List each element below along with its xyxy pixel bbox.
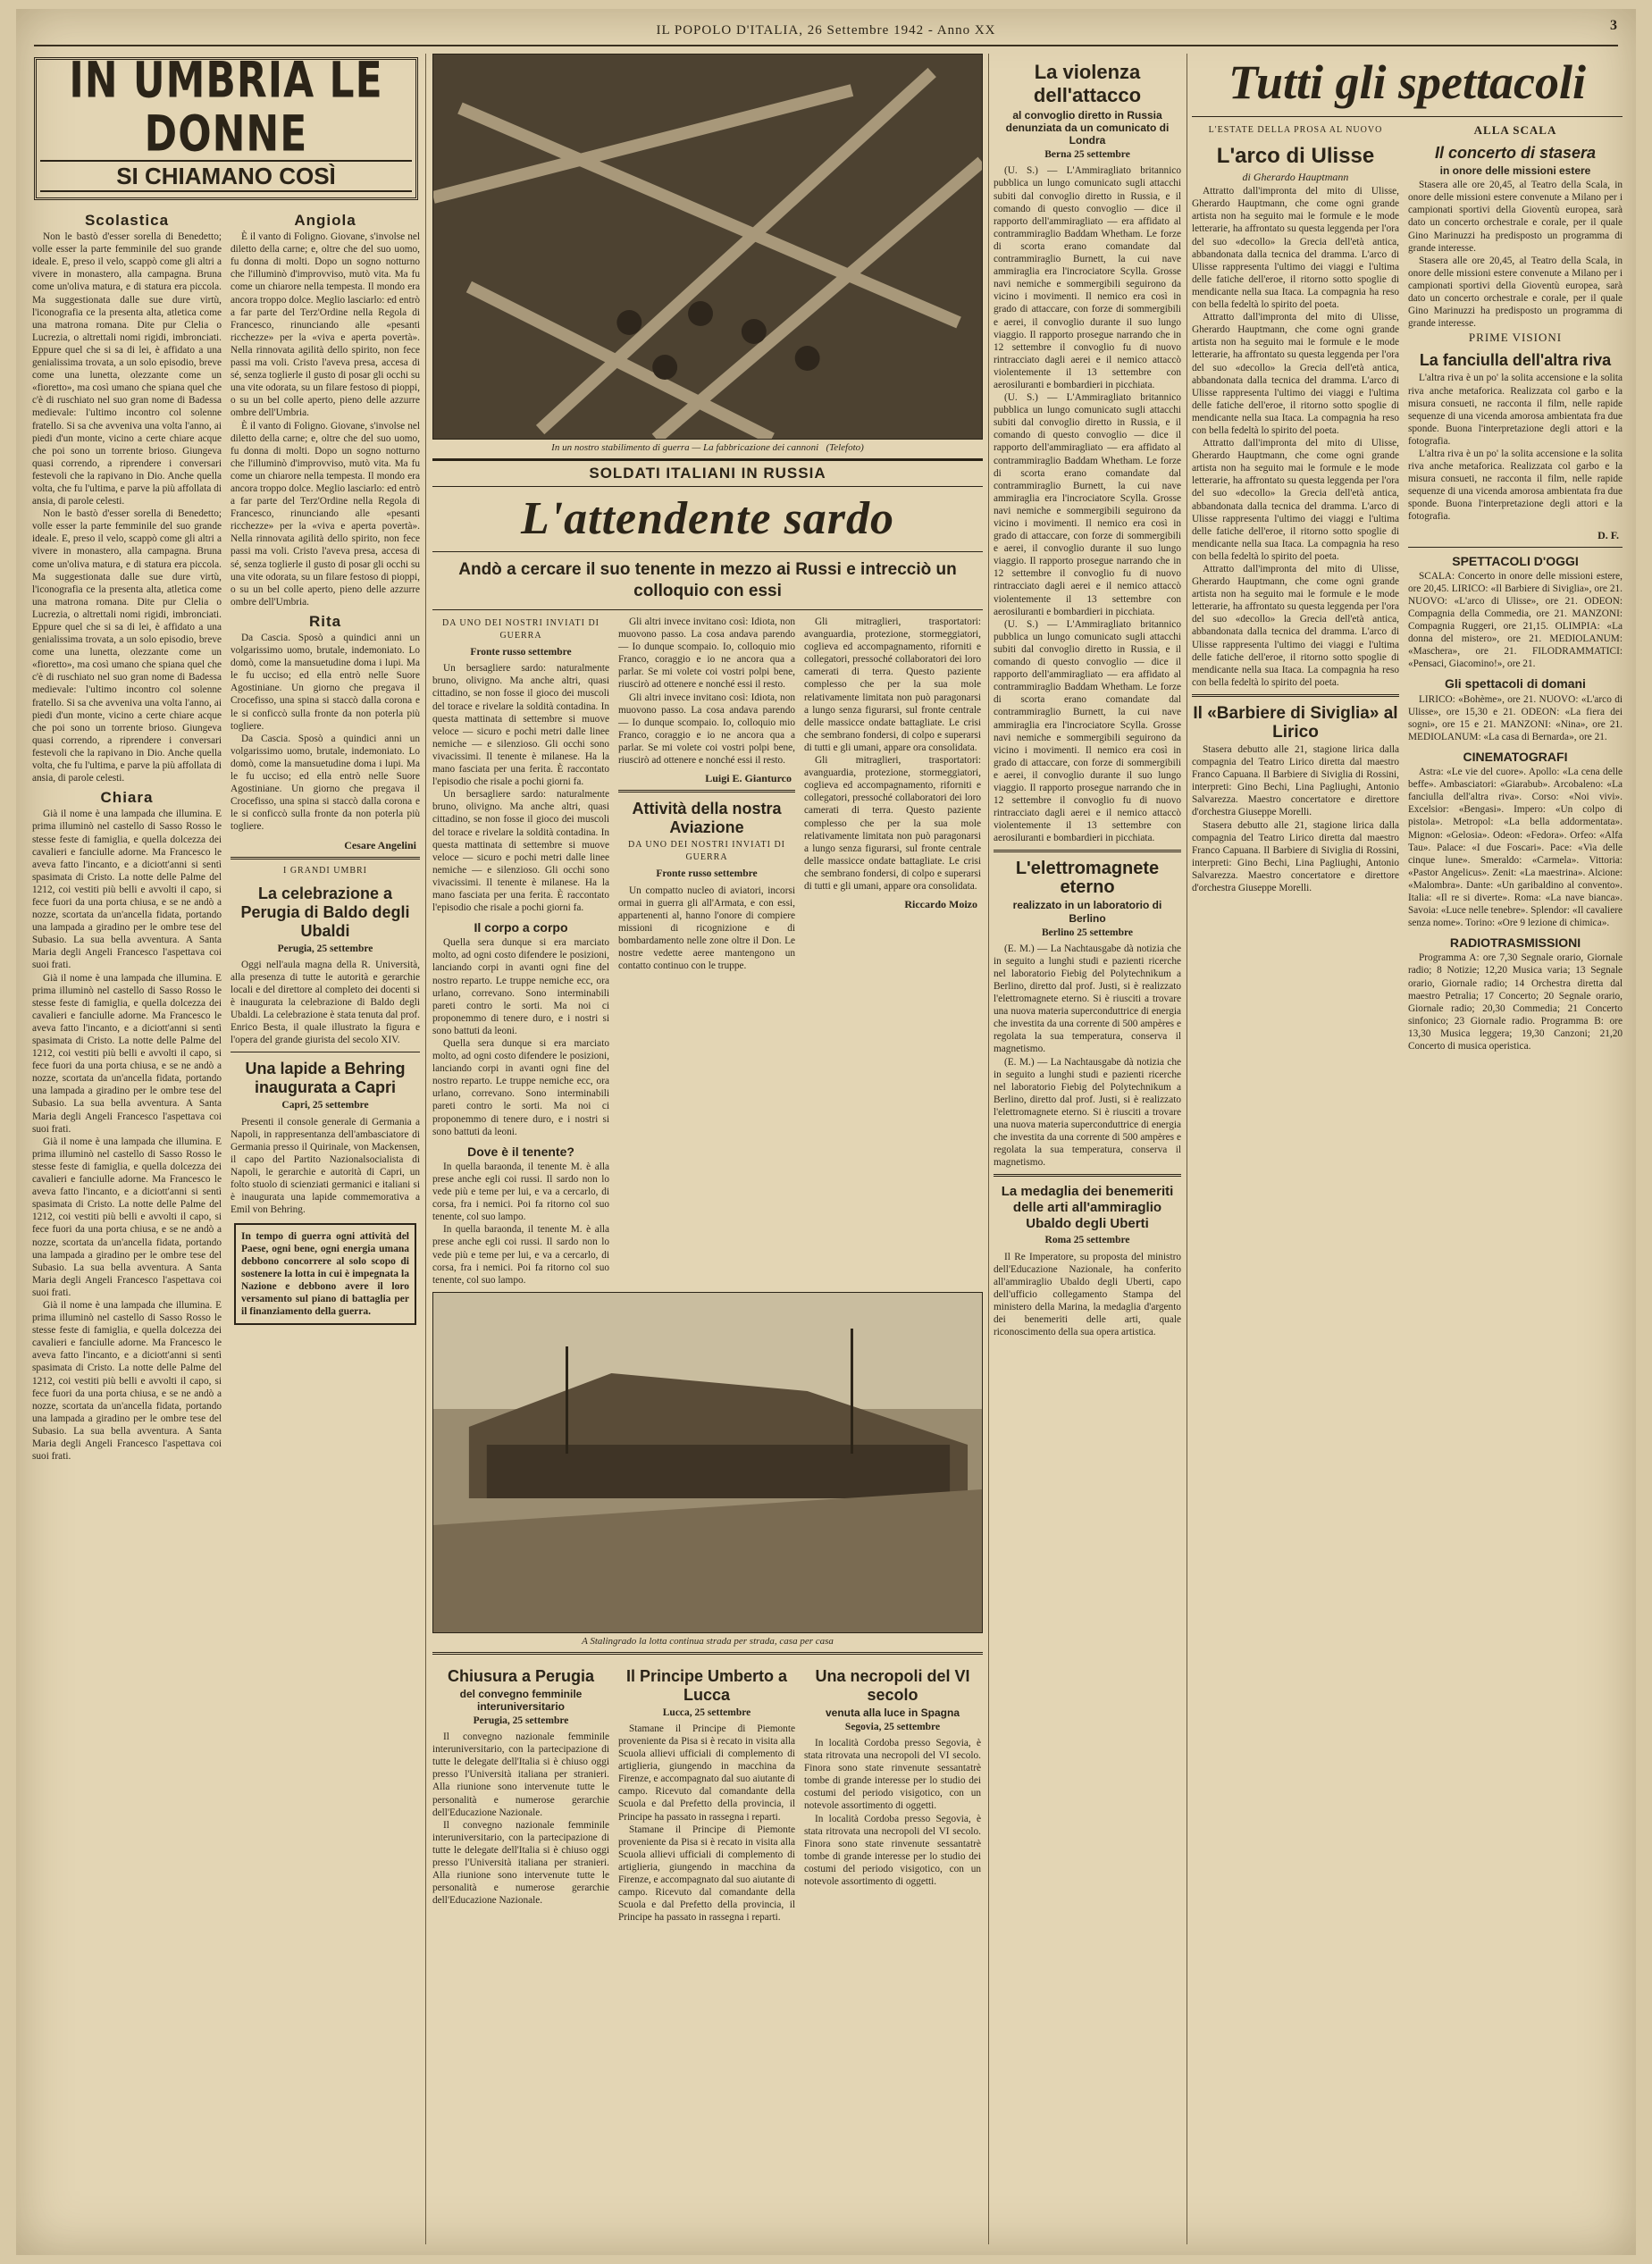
domani-text: LIRICO: «Bohème», ore 21. NUOVO: «L'arco di Ulisse», ore 15,30 e 21. ODEON: «La fiera dei sogni», ore 15 e 21. MANZONI: «Nina», ore 21. MEDIOLANUM: «La casa di Bernarda», ore 21.	[1408, 693, 1623, 742]
umbria-headline: IN UMBRIA LE DONNE	[69, 54, 383, 164]
sardo-subheadline: Andò a cercare il suo tenente in mezzo ai Russi e intrecciò un colloquio con essi	[458, 560, 957, 600]
umberto-dateline: Lucca, 25 settembre	[662, 1706, 751, 1718]
elettro-sub: realizzato in un laboratorio di Berlino	[1012, 899, 1162, 925]
medaglia-title: La medaglia dei benemeriti delle arti all'ammiraglio Ubaldo degli Uberti	[1001, 1184, 1174, 1232]
section-rita: Rita	[308, 612, 342, 630]
scolastica-text-cont: Non le bastò d'esser sorella di Benedetto; volle esser la parte femminile del suo grande ideale. E, preso il velo, scappò come gli altri a vivere in monastero, alla campagna. Bruna come un'oliva matura, e di statura era piccola. Ma suggestionata dalle sue dure virtù, l'iconografia ce la presenta alta, atletica come una matrona romana. Dite pur Clelia o Lucrezia, o altrettali nomi rigidi, imbronciati. Eppure quel che si sa di lei, è affidato a una genialissima trovata, a un solo episodio, breve come una lunetta, olezzante come un «fioretto», ma così umano che spiana quel che c'è di ruschiato nel suo gran nome di Badessa medievale: l'ultimo incontro col solenne fratello. Si sa che avveniva una volta l'anno, ai piedi d'un monte, vicino a certe chiare acque che poi sono un torrente brioso. Giungeva quasi correndo, a riprendere i conversari festevoli che la rapivano in Dio. Anche quella volta, che fu l'ultima, e parve la più affollata di ansia, di parole celesti.	[32, 508, 222, 784]
angiola-text: È il vanto di Foligno. Giovane, s'involse nel diletto della carne; e, oltre che del suo uomo, fu donna di molti. Dopo un sogno notturno che l'illuminò d'improvviso, mutò vita. Ma fu come un chiarore nella tempesta. Il mondo era ancora troppo dolce. Meglio lasciarlo: ed entrò a far parte del Terz'Ordine nella Regola di Francesco, rinunciando alle «pesanti ricchezze» per la «viva e aperta povertà». Nella rinnovata agilità dello spirito, non fece passi ma voli. Cristo l'aveva presa, accesa di sé, senza toglierle il gusto di posar gli occhi su una vite odorata, su un filare festoso di pioppi, o su un bel colle aperto, pieno delle azzurre ombre dell'Umbria.	[231, 231, 420, 419]
rita-text: Da Cascia. Sposò a quindici anni un volgarissimo uomo, brutale, indemoniato. Lo domò, come la mansuetudine doma i lupi. Ma le fu ucciso; ed ella entrò nelle Suore Agostiniane. Un giorno che pregava il Crocefisso, una spina si staccò dalla corona e le si conficcò sulla fronte da non poterla più togliere.	[231, 633, 420, 732]
scala-label: ALLA SCALA	[1473, 123, 1557, 137]
fanciulla-textb: L'altra riva è un po' la solita accensione e la solita riva anche metaforica. Realizzata col garbo e la misura consueti, ne racconta il film, nelle rapide sequenze di una vicenda amorosa ambientata fra due sponde. Buona l'interpretazione degli attori e la fotografia.	[1408, 448, 1623, 523]
concerto-sub: in onore delle missioni estere	[1439, 164, 1591, 178]
umbria-article	[32, 54, 420, 2244]
oggi-text: SCALA: Concerto in onore delle missioni estere, ore 20,45. LIRICO: «Il Barbiere di Siviglia», ore 21. NUOVO: «L'arco di Ulisse», ore 21. ODEON: Compagnia della Commedia, ore 21. MANZONI: Compagnia Ruggeri, ore 21,15. OLIMPIA: «La donna del mistero», ore 21. MEDIOLANUM: «Maschera», ore 21. FILODRAMMATICI: «Pensaci, Giacomino!», ore 21.	[1408, 570, 1623, 670]
violenza-article	[994, 54, 1181, 2244]
perugia-text: Oggi nell'aula magna della R. Università, alla presenza di tutte le autorità e gerarchie locali e del direttore al completo dei docenti si è inaugurata la celebrazione di Baldo degli Ubaldi. La celebrazione è stata tenuta dal prof. Enrico Besta, il quale illustrato la figura e l'opera del grande giurista del secolo XIV.	[231, 959, 420, 1046]
chiara-text-cont: Già il nome è una lampada che illumina. E prima illuminò nel castello di Sasso Rosso le stesse feste di famiglia, e quella dolcezza dei cavalieri e fanciulle adorne. Ma Francesco le aveva fatto l'incanto, e a diciott'anni si sentì spasimata di Cristo. La notte delle Palme del 1212, coi vestiti più belli e avvolti il capo, si fece fuori da una porta chiusa, e se ne andò a nozze, scortata da un'ancella fidata, portando una lampada a giradino per le ombre tese del Subasio. La sua bella avventura. A Santa Maria degli Angeli Francesco l'aspettava coi suoi frati.	[32, 972, 222, 1135]
sardo-text4: Gli altri invece invitano così: Idiota, non muovono passo. La cosa andava parendo — Io dunque scompaio. Io, colloquio mio Franco, coraggio e io ne ancora qua a parlar. Se mi volete coi vostri polpi bene, riuscirò ad ottenere e nonché essi il resto.	[618, 616, 795, 691]
capri-dateline: Capri, 25 settembre	[281, 1100, 369, 1111]
section-scolastica: Scolastica	[84, 212, 170, 229]
chiusura-text: Il convegno nazionale femminile interuniversitario, con la partecipazione di tutte le delegate dell'Italia si è chiuso oggi presso l'Università italiana per stranieri. Alla riunione sono intervenute tutte le personalità e numerose gerarchie dell'Educazione Nazionale.	[432, 1732, 609, 1818]
violenza-text: (U. S.) — L'Ammiragliato britannico pubblica un lungo comunicato sugli attacchi subiti dal convoglio diretto in Russia, e il comando di questo convoglio — dice il rapporto dell'ammiragliato — era affidato al contrammiraglio Baddam Whetham. Le forze di scorta erano comandate dal contrammiraglio Burnett, la cui nave ammiraglia era l'incrociatore Scylla. Grosse navi nemiche e sommergibili seguirono da vicino i movimenti. Il nemico era così in grado di attaccare, con forze di sommergibili e aerei, il convoglio durante il suo lungo viaggio. Il rapporto prosegue narrando che in 12 settembre il convoglio fu di nuovo rintracciato dagli aerei e il nemico attaccò violentemente il 13 settembre con aerosiluranti e bombardieri in picchiata.	[994, 165, 1181, 390]
spettacoli-col-b	[1408, 122, 1623, 1052]
ulisse-textd: Attratto dall'impronta del mito di Ulisse, Gherardo Hauptmann, che come ogni grande artista non ha seguito mai le formule e le mode letterarie, ha affrontato su questa leggenda per l'ora del suo «decollo» la Grecia dell'età antica, abbandonata dalla tecnica del dramma. L'arco di Ulisse rappresenta l'ultimo dei viaggi e l'ultima delle fatiche dell'eroe, il ritorno sotto spoglie di mendicante nella sua Itaca. La compagnia ha reso con bella fedeltà lo spirito del poeta.	[1192, 564, 1399, 688]
aviazione-text: Un compatto nucleo di aviatori, incorsi ormai in guerra gli all'Armata, e con essi, appartenenti al, hanno l'onore di compiere missioni di ricognizione e di bombardamento nelle zone oltre il Don. Le nostre vedette aeree mantengono un contatto continuo con le truppe.	[618, 885, 795, 972]
radio-text: Programma A: ore 7,30 Segnale orario, Giornale radio; 8 Notizie; 12,20 Musica varia; 13 Segnale orario, Giornale radio; 14 Orchestra diretta dal maestro Petralia; 17 Concerto; 20 Segnale orario, Giornale radio; 20,30 Commedia; 21 Concerto sinfonico; 23 Giornale radio. Programma B: ore 13,30 Musica leggera; 19,30 Canzoni; 21,20 Concerto di musica operistica.	[1408, 952, 1623, 1052]
ulisse-title: L'arco di Ulisse	[1216, 144, 1375, 169]
war-finance-box: In tempo di guerra ogni attività del Paese, ogni bene, ogni energia umana debbono concorrere al solo scopo di sostenere la lotta in cui è impegnata la Nazione e debbono avere il loro versamento sul piano di battaglia per il finanziamento della guerra.	[234, 1223, 416, 1325]
sardo-text4b: Gli altri invece invitano così: Idiota, non muovono passo. La cosa andava parendo — Io dunque scompaio. Io, colloquio mio Franco, coraggio e io ne ancora qua a parlar. Se mi volete coi vostri polpi bene, riuscirò ad ottenere e nonché essi il resto.	[618, 692, 795, 767]
sardo-col3-text: Gli mitraglieri, trasportatori: avanguardia, protezione, stormeggiatori, coglieva ed accompagnamento, riforniti e collegatori, pressoché collaboratori dei loro camerati di terra. Questo paziente complesso che per la sua mole relativamente limitata non può paragonarsi a lungo senza figurarsi, sul fronte centrale delle massicce ondate battagliate. Le crisi che sembrano fondersi, di colpo e superarsi di tutti e gli umani, appare ora consolidata.	[804, 616, 981, 753]
chiusura-article	[432, 1660, 609, 1924]
photo1-caption	[432, 442, 983, 453]
elettro-text: (E. M.) — La Nachtausgabe dà notizia che in seguito a lunghi studi e pazienti ricerche nel laboratorio Fiebig del Polytechnikum a Berlino, diretto dal prof. Justi, si è realizzato l'elettromagnete eterno. Si è riusciti a trovare una nuova materia superconduttrice di energia che investita da una corrente di 500 ampères e regolata la sua temperatura, conserva il magnetismo.	[994, 943, 1181, 1055]
sardo-col-b	[618, 616, 795, 1287]
cine-title: CINEMATOGRAFI	[1463, 749, 1568, 764]
photo2-caption: A Stalingrado la lotta continua strada per strada, casa per casa	[582, 1635, 834, 1647]
sardo-text3b: In quella baraonda, il tenente M. è alla prese anche egli coi russi. Il sardo non lo vede più e teme per lui, e va a cercarlo, di corsa, fra i nemici. Poi fa ritorno col suo tenente, col suo lampo.	[432, 1224, 609, 1286]
concerto-text: Stasera alle ore 20,45, al Teatro della Scala, in onore delle missioni estere convenute a Milano per i campionati sportivi della Gioventù europea, sarà dato un concerto orchestrale e corale, per il quale Gino Marinuzzi ha predisposto un programma di grande interesse.	[1408, 180, 1623, 254]
umberto-text: Stamane il Principe di Piemonte proveniente da Pisa si è recato in visita alla Scuola allievi ufficiali di complemento di artiglieria, giungendo in macchina da Firenze, e accompagnato dal suo aiutante di campo. Ricevuto dal comandante della Scuola e dal Prefetto della provincia, il Principe ha passato in rassegna i reparti.	[618, 1723, 795, 1823]
umbria-columns	[32, 207, 420, 1463]
violenza-dateline: Berna 25 settembre	[1044, 149, 1130, 161]
umbria-col-a	[32, 207, 222, 1463]
sardo-headline: L'attendente sardo	[520, 493, 895, 544]
medaglia-text: Il Re Imperatore, su proposta del ministro dell'Educazione Nazionale, ha conferito all'ammiraglio Ubaldo degli Uberti, capo dell'ufficio collegamento Stampa del ministero della Marina, la medaglia d'argento dei benemeriti delle arti, quale riconoscimento della sua opera artistica.	[994, 1251, 1181, 1338]
necropoli-textb: In località Cordoba presso Segovia, è stata ritrovata una necropoli del VI secolo. Finora sono state rinvenute sessantatrè tombe di grande interesse per lo studio dei costumi del periodo visigotico, con un notevole assortimento di oggetti.	[804, 1813, 981, 1887]
section-angiola: Angiola	[294, 212, 356, 229]
radio-title: RADIOTRASMISSIONI	[1449, 935, 1581, 951]
sardo-dove-head: Dove è il tenente?	[467, 1144, 574, 1159]
violenza-title: La violenza dell'attacco	[1033, 61, 1142, 106]
section-chiara: Chiara	[100, 789, 154, 807]
page-number: 3	[1610, 18, 1618, 33]
necropoli-text: In località Cordoba presso Segovia, è stata ritrovata una necropoli del VI secolo. Finora sono state rinvenute sessantatrè tombe di grande interesse per lo studio dei costumi del periodo visigotico, con un notevole assortimento di oggetti.	[804, 1737, 981, 1812]
medaglia-dateline: Roma 25 settembre	[1044, 1235, 1130, 1246]
sardo-col-c	[804, 616, 981, 1287]
spettacoli-headline: Tutti gli spettacoli	[1229, 55, 1586, 109]
sardo-col-a	[432, 616, 609, 1287]
spettacoli-columns	[1192, 122, 1623, 1052]
newspaper-page	[16, 9, 1636, 2255]
violenza-sub: al convoglio diretto in Russia denunziata da un comunicato di Londra	[1005, 109, 1170, 147]
barbiere-text: Stasera debutto alle 21, stagione lirica dalla compagnia del Teatro Lirico diretta dal maestro Franco Capuana. Il Barbiere di Siviglia di Rossini, interpreti: Gino Bechi, Lina Pagliughi, Antonio Salvarezza. Maestro concertatore e direttore d'orchestra Giuseppe Morelli.	[1192, 743, 1399, 818]
sardo-text2b: Quella sera dunque si era marciato molto, ad ogni costo difendere le posizioni, lanciando corpi in avanti ogni fine del nostro reparto. Le truppe nemiche ecc, ora urlano, correvano. Sono interminabili pareti contro le sorti. Ma noi ci proponemmo di tenere duro, e i nostri si sono battuti da leoni.	[432, 1038, 609, 1137]
umbria-col-b	[231, 207, 420, 1463]
elettro-textb: (E. M.) — La Nachtausgabe dà notizia che in seguito a lunghi studi e pazienti ricerche nel laboratorio Fiebig del Polytechnikum a Berlino, diretto dal prof. Justi, si è realizzato l'elettromagnete eterno. Si è riusciti a trovare una nuova materia superconduttrice di energia che investita da una corrente di 500 ampères e regolata la sua temperatura, conserva il magnetismo.	[994, 1056, 1181, 1169]
sardo-text1b: Un bersagliere sardo: naturalmente bruno, olivigno. Ma anche altri, quasi cittadino, se non fosse il gioco dei muscoli del torace e rivelare la soldità contadina. In questa mattinata di settembre si muove veloce — sicuro e pochi metri dalle linee nemiche — e silenzioso. Gli occhi sono vivacissimi. Il tenente è milanese. Ha la mano fasciata per una ferita. È raccontato l'episodio che risale a pochi giorni fa.	[432, 789, 609, 914]
prime-visioni-label: PRIME VISIONI	[1468, 331, 1563, 345]
center-section	[432, 54, 983, 2244]
angiola-text-cont: È il vanto di Foligno. Giovane, s'involse nel diletto della carne; e, oltre che del suo uomo, fu donna di molti. Dopo un sogno notturno che l'illuminò d'improvviso, mutò vita. Ma fu come un chiarore nella tempesta. Il mondo era ancora troppo dolce. Meglio lasciarlo: ed entrò a far parte del Terz'Ordine nella Regola di Francesco, rinunciando alle «pesanti ricchezze» per la «viva e aperta povertà». Nella rinnovata agilità dello spirito, non fece passi ma voli. Cristo l'aveva presa, accesa di sé, senza toglierle il gusto di posar gli occhi su una vite odorata, su un filare festoso di pioppi, o su un bel colle aperto, pieno delle azzurre ombre dell'Umbria.	[231, 420, 420, 608]
cannon-factory-photo	[432, 54, 983, 440]
umberto-textb: Stamane il Principe di Piemonte proveniente da Pisa si è recato in visita alla Scuola allievi ufficiali di complemento di artiglieria, giungendo in macchina da Firenze, e accompagnato dal suo aiutante di campo. Ricevuto dal comandante della Scuola e dal Prefetto della provincia, il Principe ha passato in rassegna i reparti.	[618, 1824, 795, 1924]
russia-kicker: SOLDATI ITALIANI IN RUSSIA	[432, 458, 983, 487]
chiusura-textb: Il convegno nazionale femminile interuniversitario, con la partecipazione di tutte le delegate dell'Italia si è chiuso oggi presso l'Università italiana per stranieri. Alla riunione sono intervenute tutte le personalità e numerose gerarchie dell'Educazione Nazionale.	[432, 1819, 609, 1907]
perugia-dateline: Perugia, 25 settembre	[277, 943, 373, 954]
rita-text-cont: Da Cascia. Sposò a quindici anni un volgarissimo uomo, brutale, indemoniato. Lo domò, come la mansuetudine doma i lupi. Ma le fu ucciso; ed ella entrò nelle Suore Agostiniane. Un giorno che pregava il Crocefisso, una spina si staccò dalla corona e le si conficcò sulla fronte da non poterla più togliere.	[231, 733, 420, 833]
masthead-title: IL POPOLO D'ITALIA, 26 Settembre 1942 - Anno XX	[656, 23, 996, 38]
capri-title: Una lapide a Behring inaugurata a Capri	[245, 1060, 406, 1097]
fanciulla-signature: D. F.	[1597, 528, 1619, 541]
photo1-caption-text: In un nostro stabilimento di guerra — La fabbricazione dei cannoni	[551, 442, 819, 453]
estate-label: L'ESTATE DELLA PROSA AL NUOVO	[1208, 125, 1383, 135]
violenza-textc: (U. S.) — L'Ammiragliato britannico pubblica un lungo comunicato sugli attacchi subiti dal convoglio diretto in Russia, e il comando di questo convoglio — dice il rapporto dell'ammiragliato — era affidato al contrammiraglio Baddam Whetham. Le forze di scorta erano comandate dal contrammiraglio Burnett, la cui nave ammiraglia era l'incrociatore Scylla. Grosse navi nemiche e sommergibili seguirono da vicino i movimenti. Il nemico era così in grado di attaccare, con forze di sommergibili e aerei, il convoglio durante il suo lungo viaggio. Il rapporto prosegue narrando che in 12 settembre il convoglio fu di nuovo rintracciato dagli aerei e il nemico attaccò violentemente il 13 settembre con aerosiluranti e bombardieri in picchiata.	[994, 618, 1181, 844]
scolastica-text: Non le bastò d'esser sorella di Benedetto; volle esser la parte femminile del suo grande ideale. E, preso il velo, scappò come gli altri a vivere in monastero, alla campagna. Bruna come un'oliva matura, e di statura era piccola. Ma suggestionata dalle sue dure virtù, l'iconografia ce la presenta alta, atletica come una matrona romana. Dite pur Clelia o Lucrezia, o altrettali nomi rigidi, imbronciati. Eppure quel che si sa di lei, è affidato a una genialissima trovata, a un solo episodio, breve come una lunetta, olezzante come un «fioretto», ma così umano che spiana quel che c'è di ruschiato nel suo gran nome di Badessa medievale: l'ultimo incontro col solenne fratello. Si sa che avveniva una volta l'anno, ai piedi d'un monte, vicino a certe chiare acque che poi sono un torrente brioso. Giungeva quasi correndo, a riprendere i conversari festevoli che la rapivano in Dio. Anche quella volta, che fu l'ultima, e parve la più affollata di ansia, di parole celesti.	[32, 231, 222, 507]
necropoli-article	[804, 1660, 981, 1924]
oggi-title: SPETTACOLI D'OGGI	[1452, 553, 1579, 568]
ulisse-textb: Attratto dall'impronta del mito di Ulisse, Gherardo Hauptmann, che come ogni grande artista non ha seguito mai le formule e le mode letterarie, ha affrontato su questa leggenda per l'ora del suo «decollo» la Grecia dell'età antica, abbandonata dalla tecnica del dramma. L'arco di Ulisse rappresenta l'ultimo dei viaggi e l'ultima delle fatiche dell'eroe, il ritorno sotto spoglie di mendicante nella sua Itaca. La compagnia ha reso con bella fedeltà lo spirito del poeta.	[1192, 312, 1399, 436]
chiara-text-cont3: Già il nome è una lampada che illumina. E prima illuminò nel castello di Sasso Rosso le stesse feste di famiglia, e quella dolcezza dei cavalieri e fanciulle adorne. Ma Francesco le aveva fatto l'incanto, e a diciott'anni si sentì spasimata di Cristo. La notte delle Palme del 1212, coi vestiti più belli e avvolti il capo, si fece fuori da una porta chiusa, e se ne andò a nozze, scortata da un'ancella fidata, portando una lampada a giradino per le ombre tese del Subasio. La sua bella avventura. A Santa Maria degli Angeli Francesco l'aspettava coi suoi frati.	[32, 1299, 222, 1463]
aviazione-signature: Riccardo Moizo	[904, 898, 977, 911]
violenza-textb: (U. S.) — L'Ammiragliato britannico pubblica un lungo comunicato sugli attacchi subiti dal convoglio diretto in Russia, e il comando di questo convoglio — dice il rapporto dell'ammiragliato — era affidato al contrammiraglio Baddam Whetham. Le forze di scorta erano comandate dal contrammiraglio Burnett, la cui nave ammiraglia era l'incrociatore Scylla. Grosse navi nemiche e sommergibili seguirono da vicino i movimenti. Il nemico era così in grado di attaccare, con forze di sommergibili e aerei, il convoglio durante il suo lungo viaggio. Il rapporto prosegue narrando che in 12 settembre il convoglio fu di nuovo rintracciato dagli aerei e il nemico attaccò violentemente il 13 settembre con aerosiluranti e bombardieri in picchiata.	[994, 392, 1181, 617]
chiara-text: Già il nome è una lampada che illumina. E prima illuminò nel castello di Sasso Rosso le stesse feste di famiglia, e quella dolcezza dei cavalieri e fanciulle adorne. Ma Francesco le aveva fatto l'incanto, e a diciott'anni si sentì spasimata di Cristo. La notte delle Palme del 1212, coi vestiti più belli e avvolti il capo, si fece fuori da una porta chiusa, e se ne andò a nozze, scortata da un'ancella fidata, portando una lampada a giradino per le ombre tese del Subasio. La sua bella avventura. A Santa Maria degli Angeli Francesco l'aspettava coi suoi frati.	[32, 809, 222, 971]
sardo-from: DA UNO DEI NOSTRI INVIATI DI GUERRA	[441, 618, 600, 641]
ulisse-author: di Gherardo Hauptmann	[1242, 171, 1349, 184]
masthead	[34, 16, 1618, 46]
grandi-umbri-label: I GRANDI UMBRI	[283, 865, 367, 876]
ulisse-textc: Attratto dall'impronta del mito di Ulisse, Gherardo Hauptmann, che come ogni grande artista non ha seguito mai le formule e le mode letterarie, ha affrontato su questa leggenda per l'ora del suo «decollo» la Grecia dell'età antica, abbandonata dalla tecnica del dramma. L'arco di Ulisse rappresenta l'ultimo dei viaggi e l'ultima delle fatiche dell'eroe, il ritorno sotto spoglie di mendicante nella sua Itaca. La compagnia ha reso con bella fedeltà lo spirito del poeta.	[1192, 438, 1399, 562]
necropoli-title: Una necropoli del VI secolo	[815, 1666, 970, 1704]
sardo-columns	[432, 616, 983, 1287]
chiusura-dateline: Perugia, 25 settembre	[473, 1715, 569, 1726]
domani-title: Gli spettacoli di domani	[1445, 676, 1586, 692]
aviazione-dateline: Fronte russo settembre	[656, 868, 758, 880]
aviazione-from: DA UNO DEI NOSTRI INVIATI DI GUERRA	[627, 840, 786, 863]
fanciulla-text: L'altra riva è un po' la solita accensione e la solita riva anche metaforica. Realizzata col garbo e la misura consueti, ne racconta il film, nelle rapide sequenze di una vicenda amorosa ambientata fra due sponde. Buona l'interpretazione degli attori e la fotografia.	[1408, 373, 1623, 447]
cine-text: Astra: «Le vie del cuore». Apollo: «La cena delle beffe». Ambasciatori: «Giarabub». Arcobaleno: «La fanciulla dell'altra riva». Corso: «Noi vivi». Excelsior: «Bengasi». Impero: «Un colpo di pistola». Metropol: «La bella addormentata». Mignon: «Gelosia». Odeon: «Fedora». Orfeo: «Alfa Tau». Palace: «I due Foscari». Pace: «Via delle cinque lune». Smeraldo: «Carmela». Vittoria: «Pastor Angelicus». Zenit: «La maestrina». Alcione: «Malombra». Dante: «Un garibaldino al convento». Italia: «Il re si diverte». Roma: «La nave bianca». Savoia: «Luce nelle tenebre». Splendor: «Il cavaliere senza nome». Torino: «Ore 9 lezione di chimica».	[1408, 767, 1623, 929]
photo1-credit: (Telefoto)	[826, 442, 864, 453]
umberto-title: Il Principe Umberto a Lucca	[625, 1666, 788, 1704]
umbria-headline-box	[34, 54, 418, 200]
stalingrad-photo	[432, 1292, 983, 1633]
fanciulla-title: La fanciulla dell'altra riva	[1419, 351, 1612, 370]
sardo-corpo-head: Il corpo a corpo	[474, 920, 568, 935]
necropoli-sub: venuta alla luce in Spagna	[825, 1706, 960, 1719]
chiusura-sub: del convegno femminile interuniversitario	[459, 1687, 583, 1713]
umbria-subheadline: SI CHIAMANO COSÌ	[40, 160, 412, 192]
sardo-text2: Quella sera dunque si era marciato molto, ad ogni costo difendere le posizioni, lanciando corpi in avanti ogni fine del nostro reparto. Le truppe nemiche ecc, ora urlano, correvano. Sono interminabili pareti contro le sorti. Ma noi ci proponemmo di tenere duro, e i nostri si sono battuti da leoni.	[432, 937, 609, 1036]
sardo-signature: Luigi E. Gianturco	[705, 772, 792, 785]
necropoli-dateline: Segovia, 25 settembre	[844, 1721, 941, 1732]
perugia-title: La celebrazione a Perugia di Baldo degli Ubaldi	[240, 884, 410, 940]
sardo-text3: In quella baraonda, il tenente M. è alla prese anche egli coi russi. Il sardo non lo vede più e teme per lui, e va a cercarlo, di corsa, fra i nemici. Poi fa ritorno col suo tenente, col suo lampo.	[432, 1161, 609, 1223]
chiara-text-cont2: Già il nome è una lampada che illumina. E prima illuminò nel castello di Sasso Rosso le stesse feste di famiglia, e quella dolcezza dei cavalieri e fanciulle adorne. Ma Francesco le aveva fatto l'incanto, e a diciott'anni si sentì spasimata di Cristo. La notte delle Palme del 1212, coi vestiti più belli e avvolti il capo, si fece fuori da una porta chiusa, e se ne andò a nozze, scortata da un'ancella fidata, portando una lampada a giradino per le ombre tese del Subasio. La sua bella avventura. A Santa Maria degli Angeli Francesco l'aspettava coi suoi frati.	[32, 1136, 222, 1298]
sardo-dateline: Fronte russo settembre	[470, 647, 572, 658]
capri-text: Presenti il console generale di Germania a Napoli, in rappresentanza dell'ambasciatore di Germania presso il Quirinale, von Mackensen, il capo del Partito Nazionalsocialista di Napoli, le gerarchie e autorità di Capri, un folto stuolo di scienziati germanici e italiani si è inaugurata una lapide commemorativa a Emil von Behring.	[231, 1116, 420, 1216]
chiusura-title: Chiusura a Perugia	[447, 1666, 595, 1685]
barbiere-textb: Stasera debutto alle 21, stagione lirica dalla compagnia del Teatro Lirico diretta dal maestro Franco Capuana. Il Barbiere di Siviglia di Rossini, interpreti: Gino Bechi, Lina Pagliughi, Antonio Salvarezza. Maestro concertatore e direttore d'orchestra Giuseppe Morelli.	[1192, 819, 1399, 893]
concerto-textb: Stasera alle ore 20,45, al Teatro della Scala, in onore delle missioni estere convenute a Milano per i campionati sportivi della Gioventù europea, sarà dato un concerto orchestrale e corale, per il quale Gino Marinuzzi ha predisposto un programma di grande interesse.	[1408, 255, 1623, 330]
aviazione-title: Attività della nostra Aviazione	[632, 800, 782, 837]
sardo-text1: Un bersagliere sardo: naturalmente bruno, olivigno. Ma anche altri, quasi cittadino, se non fosse il gioco dei muscoli del torace e rivelare la soldità contadina. In questa mattinata di settembre si muove veloce — sicuro e pochi metri dalle linee nemiche — e silenzioso. Gli occhi sono vivacissimi. Il tenente è milanese. Ha la mano fasciata per una ferita. È raccontato l'episodio che risale a pochi giorni fa.	[432, 663, 609, 788]
umbria-author: Cesare Angelini	[344, 838, 416, 851]
spettacoli-section	[1192, 54, 1623, 2244]
umberto-article	[618, 1660, 795, 1924]
elettro-title: L'elettromagnete eterno	[1015, 859, 1160, 898]
bottom-articles	[432, 1660, 983, 1924]
concerto-title: Il concerto di stasera	[1434, 144, 1597, 163]
barbiere-title: Il «Barbiere di Siviglia» al Lirico	[1193, 703, 1398, 742]
sardo-col3-textb: Gli mitraglieri, trasportatori: avanguardia, protezione, stormeggiatori, coglieva ed accompagnamento, riforniti e collegatori, pressoché collaboratori dei loro camerati di terra. Questo paziente complesso che per la sua mole relativamente limitata non può paragonarsi a lungo senza figurarsi, sul fronte centrale delle massicce ondate battagliate. Le crisi che sembrano fondersi, di colpo e superarsi di tutti e gli umani, appare ora consolidata.	[804, 755, 981, 892]
spettacoli-col-a	[1192, 122, 1399, 1052]
ulisse-text: Attratto dall'impronta del mito di Ulisse, Gherardo Hauptmann, che come ogni grande artista non ha seguito mai le formule e le mode letterarie, ha affrontato su questa leggenda per l'ora del suo «decollo» la Grecia dell'età antica, abbandonata dalla tecnica del dramma. L'arco di Ulisse rappresenta l'ultimo dei viaggi e l'ultima delle fatiche dell'eroe, il ritorno sotto spoglie di mendicante nella sua Itaca. La compagnia ha reso con bella fedeltà lo spirito del poeta.	[1192, 186, 1399, 311]
elettro-dateline: Berlino 25 settembre	[1042, 927, 1133, 938]
